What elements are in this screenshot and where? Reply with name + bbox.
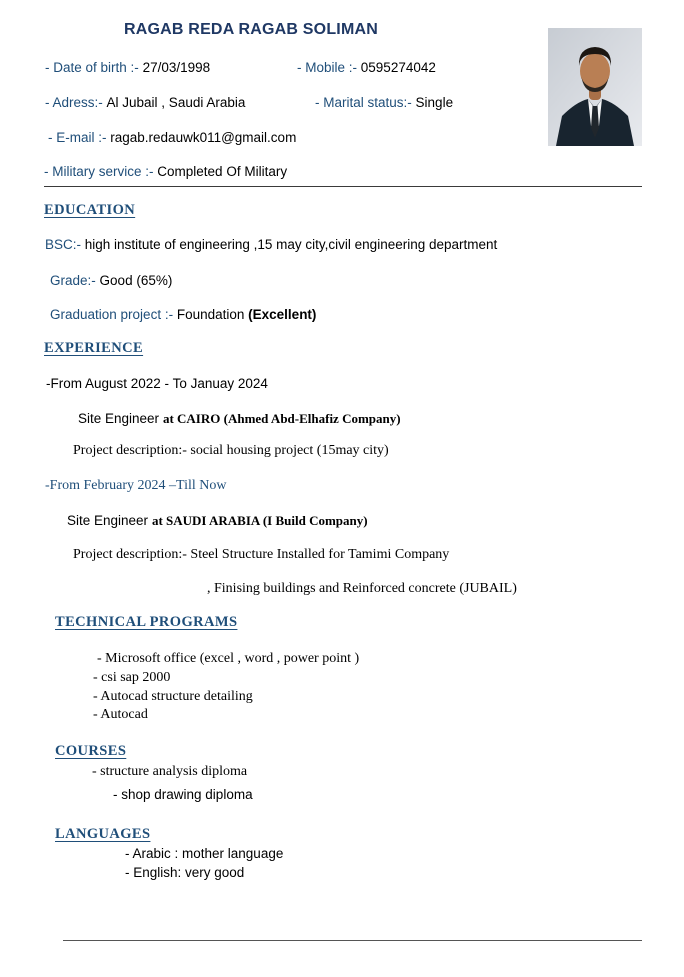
language-item: - Arabic : mother language [125, 846, 284, 861]
technical-item: - csi sap 2000 [93, 670, 171, 685]
dob-value: 27/03/1998 [142, 60, 211, 75]
dob-label: - Date of birth :- [45, 60, 139, 75]
course-item: - structure analysis diploma [92, 764, 248, 779]
language-item: - English: very good [125, 865, 245, 880]
marital-line [315, 95, 453, 111]
portrait-photo [548, 28, 642, 146]
technical-item: - Autocad structure detailing [93, 689, 253, 704]
address-value: Al Jubail , Saudi Arabia [106, 95, 246, 110]
job2-period: -From February 2024 –Till Now [45, 478, 227, 493]
job1-title: Site Engineer [78, 411, 160, 426]
email-line [48, 130, 296, 146]
job2-description: Project description:- Steel Structure Installed for Tamimi Company [73, 547, 450, 562]
section-languages: LANGUAGES [55, 826, 151, 842]
job2-description2: , Finising buildings and Reinforced concrete (JUBAIL) [207, 581, 517, 596]
military-line [44, 164, 287, 180]
address-label: - Adress:- [45, 95, 103, 110]
job1-title-line [78, 411, 401, 427]
marital-label: - Marital status:- [315, 95, 412, 110]
job1-description: Project description:- social housing project (15may city) [73, 443, 389, 458]
mobile-value: 0595274042 [360, 60, 436, 75]
section-technical-programs: TECHNICAL PROGRAMS [55, 614, 238, 630]
grade-line [50, 273, 172, 289]
graduation-project-highlight: (Excellent) [248, 307, 317, 322]
graduation-project-line [50, 307, 316, 323]
job2-title-line [67, 513, 368, 529]
email-label: - E-mail :- [48, 130, 107, 145]
address-line [45, 95, 245, 111]
email-value: ragab.redauwk011@gmail.com [110, 130, 297, 145]
technical-item: - Autocad [93, 707, 148, 722]
section-experience: EXPERIENCE [44, 340, 144, 356]
section-courses: COURSES [55, 743, 127, 759]
mobile-label: - Mobile :- [297, 60, 358, 75]
military-label: - Military service :- [44, 164, 154, 179]
job1-period: -From August 2022 - To Januay 2024 [46, 376, 268, 391]
mobile-line [297, 60, 436, 76]
technical-item: - Microsoft office (excel , word , power point ) [97, 651, 360, 666]
dob-line [45, 60, 210, 76]
candidate-name: RAGAB REDA RAGAB SOLIMAN [124, 21, 378, 38]
military-value: Completed Of Military [157, 164, 288, 179]
portrait-photo-graphic [548, 28, 642, 146]
job1-company: at CAIRO (Ahmed Abd-Elhafiz Company) [162, 411, 401, 426]
job2-title: Site Engineer [67, 513, 149, 528]
bsc-value: high institute of engineering ,15 may city,civil engineering department [84, 237, 498, 252]
job2-company: at SAUDI ARABIA (I Build Company) [151, 513, 368, 528]
course-item: - shop drawing diploma [113, 787, 253, 802]
header-divider [44, 186, 642, 187]
section-education: EDUCATION [44, 202, 136, 218]
bsc-label: BSC:- [45, 237, 82, 252]
marital-value: Single [415, 95, 454, 110]
footer-divider [63, 940, 642, 941]
graduation-project-value: Foundation [176, 307, 245, 322]
graduation-project-label: Graduation project :- [50, 307, 174, 322]
grade-label: Grade:- [50, 273, 96, 288]
bsc-line [45, 237, 497, 253]
grade-value: Good (65%) [99, 273, 173, 288]
